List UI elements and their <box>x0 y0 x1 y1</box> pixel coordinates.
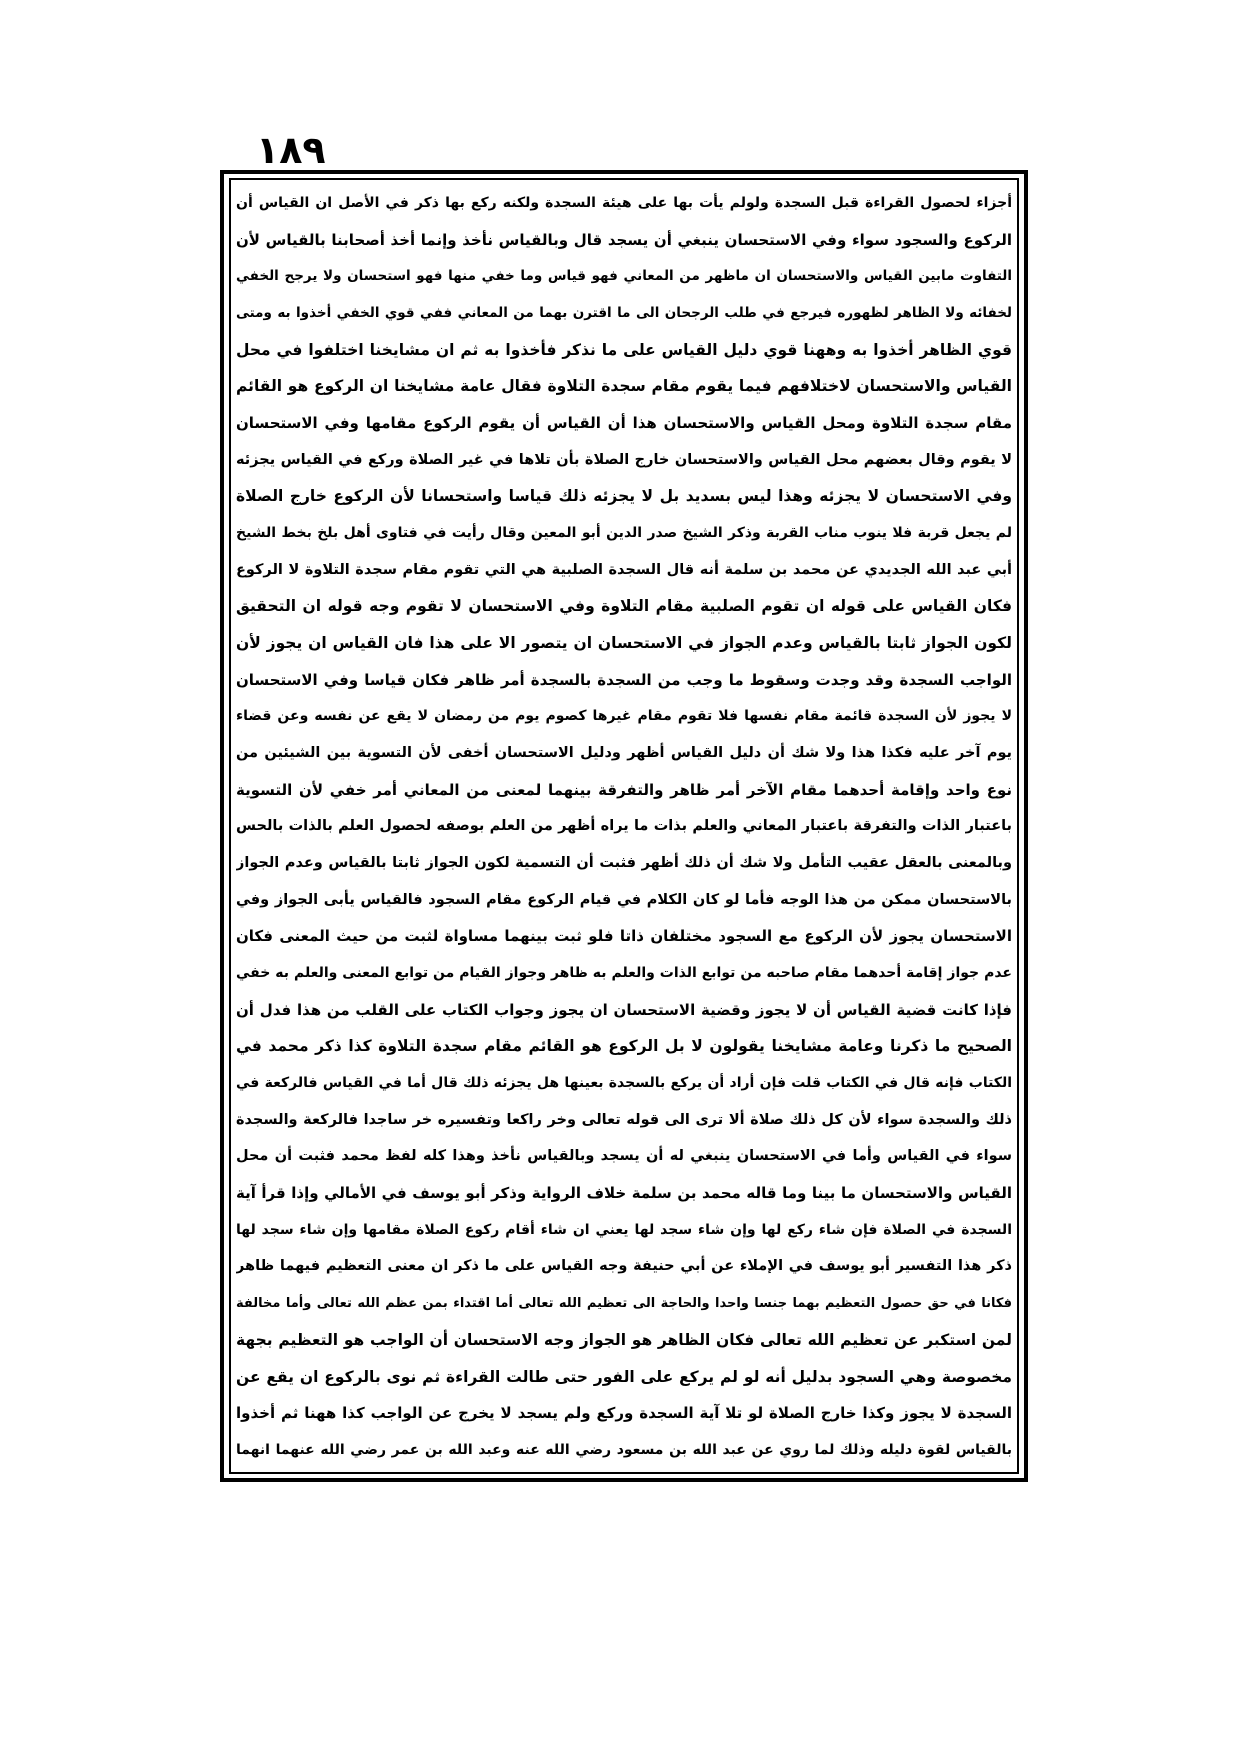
text-line: لمن استكبر عن تعظيم الله تعالى فكان الظاهر هو الجواز وجه الاستحسان أن الواجب هو التعظيم بجهة <box>236 1330 1012 1349</box>
text-line: الواجب السجدة وقد وجدت وسقوط ما وجب من السجدة بالسجدة أمر ظاهر فكان قياسا وفي الاستحسان <box>236 670 1012 689</box>
text-line: بالاستحسان ممكن من هذا الوجه فأما لو كان الكلام في قيام الركوع مقام السجود فالقياس يأبى الجواز وفي <box>236 891 1012 908</box>
text-line: مخصوصة وهي السجود بدليل أنه لو لم يركع على الفور حتى طالت القراءة ثم نوى بالركوع ان يقع عن <box>236 1367 1012 1386</box>
text-line: ذلك والسجدة سواء لأن كل ذلك صلاة ألا ترى الى قوله تعالى وخر راكعا وتفسيره خر ساجدا فالركعة والسجدة <box>236 1111 1012 1128</box>
text-line: لم يجعل قربة فلا ينوب مناب القربة وذكر الشيخ صدر الدين أبو المعين وقال رأيت في فتاوى أهل بلخ بخط الشيخ <box>236 525 1012 542</box>
text-line: مقام سجدة التلاوة ومحل القياس والاستحسان هذا أن القياس أن يقوم الركوع مقامها وفي الاستحسان <box>236 414 1012 433</box>
text-line: قوي الظاهر أخذوا به وههنا قوي دليل القياس على ما نذكر فأخذوا به ثم ان مشايخنا اختلفوا في محل <box>236 340 1012 359</box>
text-line: بالقياس لقوة دليله وذلك لما روي عن عبد الله بن مسعود رضي الله عنه وعبد الله بن عمر رضي الله عنهما انهما <box>236 1441 1012 1458</box>
text-line: لكون الجواز ثابتا بالقياس وعدم الجواز في الاستحسان ان يتصور الا على هذا فان القياس ان يجوز لأن <box>236 634 1012 653</box>
text-line: باعتبار الذات والتفرقة باعتبار المعاني والعلم بذات ما يراه أظهر من العلم بوصفه لحصول العلم بالذات بالحس <box>236 818 1012 835</box>
text-line: لا يقوم وقال بعضهم محل القياس والاستحسان خارج الصلاة بأن تلاها في غير الصلاة وركع في القياس يجزئه <box>236 451 1012 468</box>
text-line: السجدة لا يجوز وكذا خارج الصلاة لو تلا آية السجدة وركع ولم يسجد لا يخرج عن الواجب كذا ههنا ثم أخذوا <box>236 1404 1012 1423</box>
text-line: الاستحسان يجوز لأن الركوع مع السجود مختلفان ذاتا فلو ثبت بينهما مساواة لثبت من حيث المعنى فكان <box>236 927 1012 946</box>
text-line: القياس والاستحسان ما بينا وما قاله محمد بن سلمة خلاف الرواية وذكر أبو يوسف في الأمالي وإذا قرأ آية <box>236 1184 1012 1203</box>
text-line: التفاوت مابين القياس والاستحسان ان ماظهر من المعاني فهو قياس وما خفي منها فهو استحسان ولا يرجح الخفي <box>236 268 1012 285</box>
text-line: لخفائه ولا الظاهر لظهوره فيرجع في طلب الرجحان الى ما اقترن بهما من المعاني ففي قوي الخفي أخذوا به ومتى <box>236 305 1012 322</box>
text-line: يوم آخر عليه فكذا هذا ولا شك أن دليل القياس أظهر ودليل الاستحسان أخفى لأن التسوية بين الشيئين من <box>236 745 1012 762</box>
text-line: لا يجوز لأن السجدة قائمة مقام نفسها فلا تقوم مقام غيرها كصوم يوم من رمضان لا يقع عن نفسه وعن قضاء <box>236 708 1012 725</box>
text-line: القياس والاستحسان لاختلافهم فيما يقوم مقام سجدة التلاوة فقال عامة مشايخنا ان الركوع هو القائم <box>236 377 1012 396</box>
main-text-block <box>236 186 1012 1468</box>
text-line: فكانا في حق حصول التعظيم بهما جنسا واحدا والحاجة الى تعظيم الله تعالى أما اقتداء بمن عظم الله تعالى وأما مخالفة <box>236 1296 1012 1312</box>
text-line: وبالمعنى بالعقل عقيب التأمل ولا شك أن ذلك أظهر فثبت أن التسمية لكون الجواز ثابتا بالقياس وعدم الجواز <box>236 855 1012 872</box>
text-line: فكان القياس على قوله ان تقوم الصلبية مقام التلاوة وفي الاستحسان لا تقوم وجه قوله ان التحقيق <box>236 597 1012 616</box>
text-line: سواء في القياس وأما في الاستحسان ينبغي له أن يسجد وبالقياس نأخذ وهذا كله لفظ محمد فثبت أن محل <box>236 1148 1012 1165</box>
text-line: الكتاب فإنه قال في الكتاب قلت فإن أراد أن يركع بالسجدة بعينها هل يجزئه ذلك قال أما في القياس فالركعة في <box>236 1075 1012 1092</box>
text-line: وفي الاستحسان لا يجزئه وهذا ليس بسديد بل لا يجزئه ذلك قياسا واستحسانا لأن الركوع خارج الصلاة <box>236 487 1012 506</box>
text-line: أبي عبد الله الجديدي عن محمد بن سلمة أنه قال السجدة الصلبية هي التي تقوم مقام سجدة التلاوة لا الركوع <box>236 561 1012 578</box>
text-line: نوع واحد وإقامة أحدهما مقام الآخر أمر ظاهر والتفرقة بينهما لمعنى من المعاني أمر خفي لأن التسوية <box>236 780 1012 799</box>
text-line: فإذا كانت قضية القياس أن لا يجوز وقضية الاستحسان ان يجوز وجواب الكتاب على القلب من هذا فدل أن <box>236 1000 1012 1019</box>
text-line: الركوع والسجود سواء وفي الاستحسان ينبغي أن يسجد قال وبالقياس نأخذ وإنما أخذ أصحابنا بالقياس لأن <box>236 230 1012 249</box>
text-line: ذكر هذا التفسير أبو يوسف في الإملاء عن أبي حنيفة وجه القياس على ما ذكر ان معنى التعظيم فيهما ظاهر <box>236 1258 1012 1275</box>
text-line: الصحيح ما ذكرنا وعامة مشايخنا يقولون لا بل الركوع هو القائم مقام سجدة التلاوة كذا ذكر محمد في <box>236 1037 1012 1056</box>
text-line: السجدة في الصلاة فإن شاء ركع لها وإن شاء سجد لها يعني ان شاء أقام ركوع الصلاة مقامها وإن شاء سجد لها <box>236 1221 1012 1238</box>
text-line: أجزاء لحصول القراءة قبل السجدة ولولم يأت بها على هيئة السجدة ولكنه ركع بها ذكر في الأصل ان القياس أن <box>236 195 1012 211</box>
page-number: ١٨٩ <box>256 128 326 172</box>
text-line: عدم جواز إقامة أحدهما مقام صاحبه من توابع الذات والعلم به ظاهر وجواز القيام من توابع المعنى والعلم به خفي <box>236 965 1012 982</box>
